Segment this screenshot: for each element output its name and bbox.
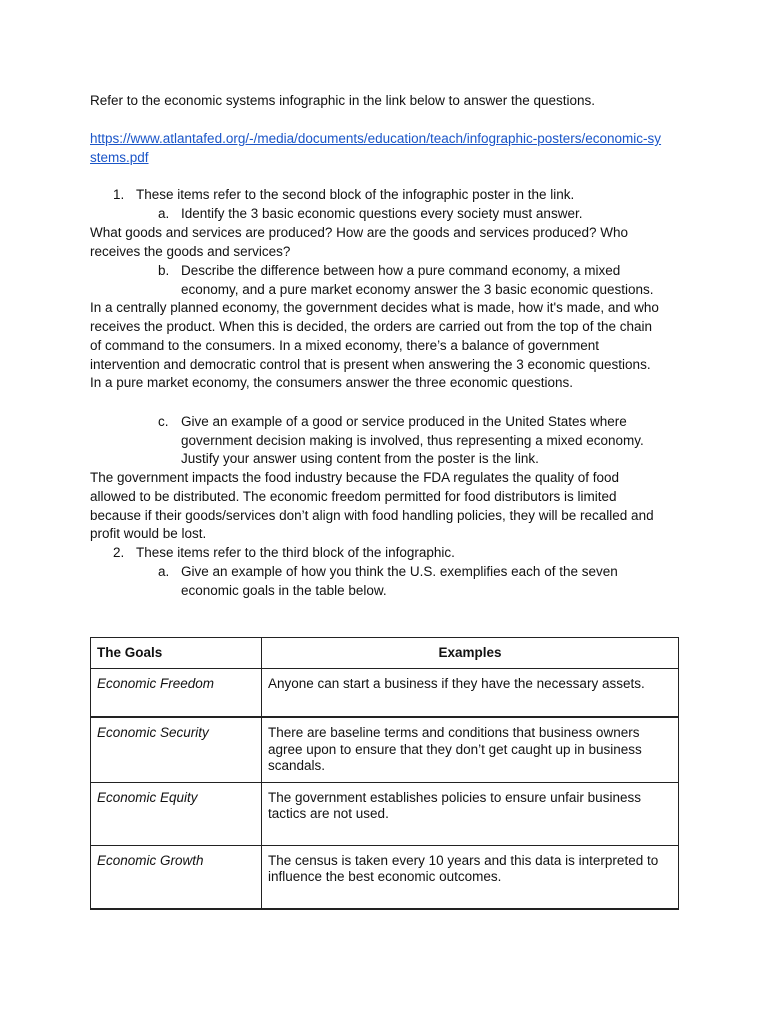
goal-cell: Economic Security — [91, 717, 262, 782]
q2a-question-line: economic goals in the table below. — [181, 583, 387, 598]
q1c-answer-line: because if their goods/services don’t align with food handling policies, they will be recalled and — [90, 508, 654, 523]
infographic-link-line-2[interactable]: stems.pdf — [90, 150, 149, 165]
goal-cell: Economic Freedom — [91, 669, 262, 718]
q1b-answer-line: In a centrally planned economy, the government decides what is made, how it's made, and who — [90, 300, 659, 315]
q1c-question-line: Give an example of a good or service produced in the United States where — [181, 414, 627, 429]
economic-goals-table — [90, 637, 679, 910]
intro-text: Refer to the economic systems infographic in the link below to answer the questions. — [90, 93, 596, 108]
example-cell: Anyone can start a business if they have the necessary assets. — [262, 669, 679, 718]
q1c-label: c. — [158, 414, 169, 429]
example-cell: There are baseline terms and conditions that business owners agree upon to ensure that they don’t get caught up in business scandals. — [262, 717, 679, 782]
q1c-question-line: government decision making is involved, thus representing a mixed economy. — [181, 433, 644, 448]
goals-column-header: The Goals — [91, 638, 262, 669]
q1b-answer-line: In a pure market economy, the consumers answer the three economic questions. — [90, 375, 573, 390]
goal-cell: Economic Equity — [91, 782, 262, 845]
q1b-label: b. — [158, 263, 170, 278]
goal-cell: Economic Growth — [91, 845, 262, 909]
q1b-question-line: economy, and a pure market economy answer the 3 basic economic questions. — [181, 282, 654, 297]
q2a-label: a. — [158, 564, 170, 579]
q1b-question-line: Describe the difference between how a pure command economy, a mixed — [181, 263, 621, 278]
q1a-label: a. — [158, 206, 170, 221]
q1c-answer-line: profit would be lost. — [90, 526, 207, 541]
q1c-answer-line: The government impacts the food industry because the FDA regulates the quality of food — [90, 470, 620, 485]
q1c-question-line: Justify your answer using content from the poster is the link. — [181, 451, 539, 466]
q1-number: 1. — [113, 187, 125, 202]
table-row — [91, 717, 679, 782]
table-row — [91, 782, 679, 845]
example-cell: The census is taken every 10 years and this data is interpreted to influence the best economic outcomes. — [262, 845, 679, 909]
q1b-answer-line: of command to the consumers. In a mixed economy, there’s a balance of government — [90, 338, 600, 353]
q1-text: These items refer to the second block of the infographic poster in the link. — [136, 187, 575, 202]
q1a-answer-line: receives the goods and services? — [90, 244, 291, 259]
table-row — [91, 845, 679, 909]
infographic-link-line-1[interactable]: https://www.atlantafed.org/-/media/documents/education/teach/infographic-posters/economic-sy — [90, 131, 662, 146]
examples-column-header: Examples — [262, 638, 679, 669]
q2-text: These items refer to the third block of the infographic. — [136, 545, 455, 560]
q2a-question-line: Give an example of how you think the U.S. exemplifies each of the seven — [181, 564, 618, 579]
q1b-answer-line: receives the product. When this is decided, the orders are carried out from the top of the chain — [90, 319, 653, 334]
example-cell: The government establishes policies to ensure unfair business tactics are not used. — [262, 782, 679, 845]
q1c-answer-line: allowed to be distributed. The economic freedom permitted for food distributors is limited — [90, 489, 617, 504]
q1a-question: Identify the 3 basic economic questions every society must answer. — [181, 206, 583, 221]
q2-number: 2. — [113, 545, 125, 560]
q1a-answer-line: What goods and services are produced? How are the goods and services produced? Who — [90, 225, 629, 240]
table-header-row — [91, 638, 679, 669]
q1b-answer-line: intervention and democratic control that is present when answering the 3 economic questions. — [90, 357, 651, 372]
table-row — [91, 669, 679, 718]
